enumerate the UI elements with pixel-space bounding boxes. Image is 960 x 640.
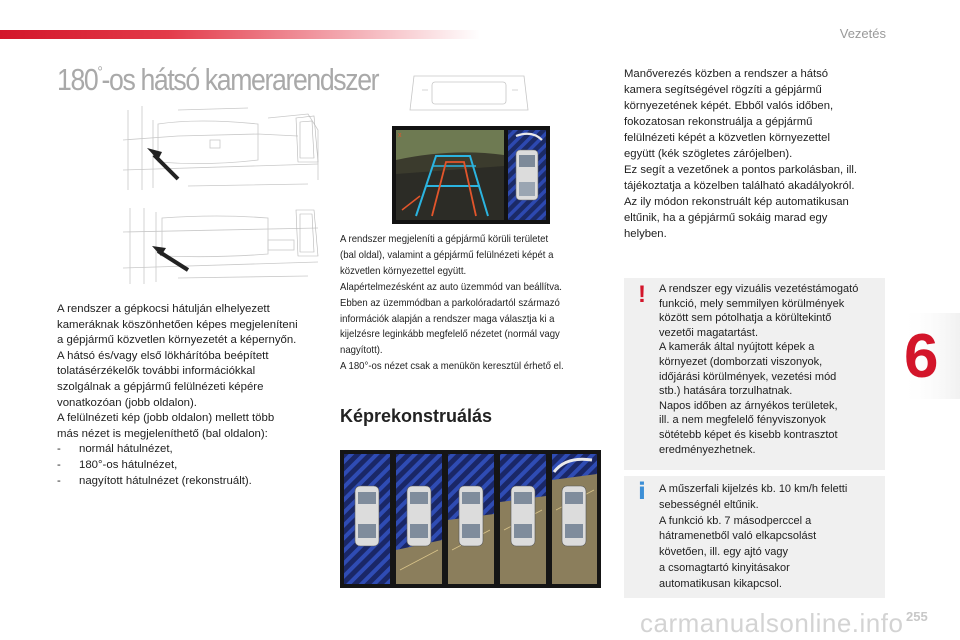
description-line: helyben.: [624, 228, 667, 240]
intro-line: kameráknak köszönhetően képes megjeleníteni: [57, 318, 298, 331]
caption-line: (bal oldal), valamint a gépjármű felülnézeti képét a: [340, 249, 554, 261]
intro-line: más nézet is megjeleníthető (bal oldalon):: [57, 427, 268, 440]
warning-note: [624, 278, 885, 470]
intro-line: tolatásérzékelők további információkkal: [57, 365, 256, 378]
warning-line: között sem pótolhatja a körültekintő: [659, 312, 832, 325]
warning-line: környezet (domborzati viszonyok,: [659, 355, 823, 368]
caption-line: nagyított).: [340, 345, 383, 357]
list-item-text: 180°-os hátulnézet,: [79, 458, 178, 471]
list-item-text: nagyított hátulnézet (rekonstruált).: [79, 474, 252, 487]
list-item-text: normál hátulnézet,: [79, 443, 173, 456]
section-heading: Képrekonstruálás: [340, 406, 493, 426]
info-line: hátramenetből való elkapcsolást: [659, 530, 817, 543]
header-accent-bar: [0, 30, 480, 39]
warning-line: időjárási körülmények, vezetési mód: [659, 370, 837, 383]
warning-line: Napos időben az árnyékos területek,: [659, 399, 838, 412]
title-degree: °: [97, 64, 102, 81]
page-number: 255: [906, 609, 928, 624]
description-line: környezetének képét. Ebből valós időben,: [624, 100, 834, 112]
caption-line: kijelzésre leginkább megfelelő nézetet (normál vagy: [340, 329, 560, 341]
van-rear-camera-illustration-top: [118, 100, 324, 196]
warning-line: ill. a nem megfelelő fényviszonyok: [659, 414, 826, 427]
intro-line: vonatkozóan (jobb oldalon).: [57, 396, 197, 409]
intro-line: a gépjármű közvetlen környezetét a képernyőn.: [57, 334, 297, 347]
info-icon: i: [638, 479, 646, 505]
description-line: fokozatosan rekonstruálja a gépjármű: [624, 116, 813, 128]
view-list-item: [57, 442, 327, 458]
chapter-number: 6: [904, 322, 939, 391]
caption-line: Ebben az üzemmódban a parkolóradartól származó: [340, 297, 560, 309]
list-dash: -: [57, 458, 61, 471]
intro-line: A hátsó és/vagy első lökhárítóba beépített: [57, 349, 269, 362]
intro-line: szolgálnak a gépjármű felülnézeti képére: [57, 380, 264, 393]
intro-line: A felülnézeti kép (jobb oldalon) mellett több: [57, 412, 275, 425]
info-line: automatikusan kikapcsol.: [659, 577, 782, 590]
caption-line: közvetlen környezettel együtt.: [340, 265, 467, 277]
list-dash: -: [57, 443, 61, 456]
reconstruction-description: [624, 66, 886, 242]
van-rear-camera-illustration-bottom: [118, 204, 324, 290]
warning-line: stb.) hatására torzulhatnak.: [659, 385, 793, 398]
view-list-item: [57, 458, 327, 474]
title-rest: -os hátsó kamerarendszer: [101, 62, 379, 97]
screen-caption: [340, 232, 593, 375]
section-label: Vezetés: [839, 26, 886, 41]
view-list-item: [57, 474, 327, 490]
list-dash: -: [57, 474, 61, 487]
info-line: sebességnél eltűnik.: [659, 498, 759, 511]
description-line: együtt (kék szögletes zárójelben).: [624, 148, 793, 160]
caption-line: A 180°-os nézet csak a menükön keresztül érhető el.: [340, 361, 564, 373]
info-line: követően, ill. egy ajtó vagy: [659, 546, 789, 559]
info-line: A műszerfali kijelzés kb. 10 km/h feletti: [659, 483, 848, 495]
description-line: eltűnik, ha a gépjármű sokáig marad egy: [624, 212, 828, 224]
description-line: Manőverezés közben a rendszer a hátsó: [624, 68, 829, 80]
warning-line: A rendszer egy vizuális vezetéstámogató: [659, 283, 859, 295]
info-line: a csomagtartó kinyitásakor: [659, 561, 790, 574]
info-text: [659, 482, 847, 593]
description-line: Ez segít a vezetőnek a pontos parkolásban, ill.: [624, 164, 857, 176]
warning-icon: !: [638, 281, 646, 308]
page-title: [57, 62, 378, 98]
caption-line: Alapértelmezésként az auto üzemmód van beállítva.: [340, 281, 562, 293]
svg-text:x: x: [398, 132, 402, 139]
warning-text: [659, 282, 858, 457]
title-number: 180: [57, 62, 98, 97]
info-note: [624, 476, 885, 598]
warning-line: funkció, mely semmilyen körülmények: [659, 297, 845, 310]
dashboard-screen-illustration: [392, 70, 550, 224]
warning-line: eredményezhetnek.: [659, 443, 756, 456]
image-reconstruction-sequence: [340, 450, 601, 588]
warning-line: A kamerák által nyújtott képek a: [659, 341, 815, 354]
warning-line: vezetői magatartást.: [659, 326, 759, 339]
description-line: kamera segítségével rögzíti a gépjármű: [624, 84, 822, 96]
description-line: tájékoztatja a közelben található akadályokról.: [624, 180, 855, 192]
intro-text: [57, 302, 327, 489]
description-line: Az ily módon rekonstruált kép automatikusan: [624, 196, 849, 208]
watermark: carmanualsonline.info: [640, 608, 904, 638]
info-line: A funkció kb. 7 másodperccel a: [659, 514, 812, 527]
warning-line: sötétebb képet és kisebb kontrasztot: [659, 428, 838, 441]
intro-line: A rendszer a gépkocsi hátulján elhelyezett: [57, 303, 270, 315]
caption-line: A rendszer megjeleníti a gépjármű körüli területet: [340, 234, 549, 245]
description-line: felülnézeti képét a közvetlen környezettel: [624, 132, 830, 144]
caption-line: információk alapján a rendszer maga választja ki a: [340, 313, 555, 325]
